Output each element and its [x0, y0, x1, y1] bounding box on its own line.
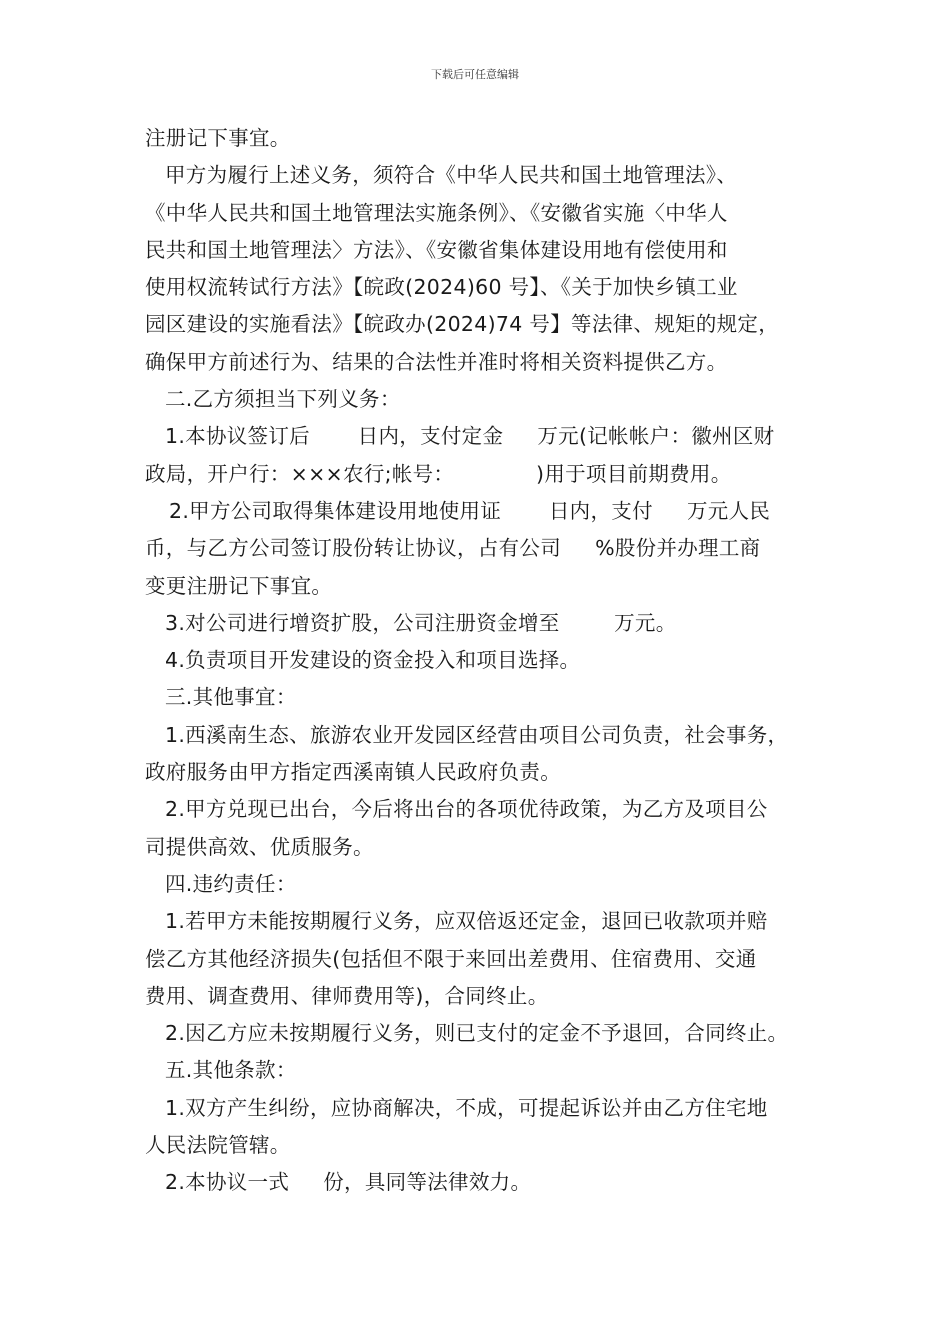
text-line: 偿乙方其他经济损失(包括但不限于来回出差费用、住宿费用、交通 — [145, 946, 757, 971]
text-line: 民共和国土地管理法〉方法》、《安徽省集体建设用地有偿使用和 — [145, 237, 728, 262]
text-line: 1.双方产生纠纷，应协商解决，不成，可提起诉讼并由乙方住宅地 — [165, 1095, 768, 1120]
document-body — [145, 120, 825, 1202]
text-line: 政局，开户行：×××农行;帐号： )用于项目前期费用。 — [145, 461, 732, 486]
text-line: 费用、调查费用、律师费用等)，合同终止。 — [145, 983, 549, 1008]
page-header: 下载后可任意编辑 — [431, 68, 519, 81]
text-line: 使用权流转试行方法》【皖政(2024)60 号】、《关于加快乡镇工业 — [145, 275, 738, 300]
text-line: 1.本协议签订后 日内，支付定金 万元(记帐帐户：徽州区财 — [165, 424, 775, 449]
text-line: 2.甲方公司取得集体建设用地使用证 日内，支付 万元人民 — [169, 498, 771, 523]
text-line: 2.本协议一式 份，具同等法律效力。 — [165, 1170, 532, 1195]
text-line: 2.因乙方应未按期履行义务，则已支付的定金不予退回，合同终止。 — [165, 1021, 789, 1046]
text-line: 四.违约责任： — [165, 871, 297, 896]
text-line: 三.其他事宜： — [165, 685, 297, 710]
text-line: 变更注册记下事宜。 — [145, 573, 333, 598]
text-line: 确保甲方前述行为、结果的合法性并准时将相关资料提供乙方。 — [145, 349, 728, 374]
text-line: 1.若甲方未能按期履行义务，应双倍返还定金，退回已收款项并赔 — [165, 909, 768, 934]
text-line: 币，与乙方公司签订股份转让协议，占有公司 %股份并办理工商 — [145, 536, 761, 561]
text-line: 园区建设的实施看法》【皖政办(2024)74 号】等法律、规矩的规定， — [145, 312, 780, 337]
text-line: 司提供高效、优质服务。 — [145, 834, 374, 859]
text-line: 《中华人民共和国土地管理法实施条例》、《安徽省实施〈中华人 — [145, 200, 728, 225]
text-line: 二.乙方须担当下列义务： — [165, 387, 401, 412]
text-line: 政府服务由甲方指定西溪南镇人民政府负责。 — [145, 760, 561, 785]
text-line: 甲方为履行上述义务，须符合《中华人民共和国土地管理法》、 — [165, 163, 738, 188]
text-line: 人民法院管辖。 — [145, 1133, 291, 1158]
text-line: 五.其他条款： — [165, 1058, 297, 1083]
text-line: 2.甲方兑现已出台，今后将出台的各项优待政策，为乙方及项目公 — [165, 797, 768, 822]
text-line: 4.负责项目开发建设的资金投入和项目选择。 — [165, 648, 581, 673]
text-line: 3.对公司进行增资扩股，公司注册资金增至 万元。 — [165, 610, 677, 635]
text-line: 1.西溪南生态、旅游农业开发园区经营由项目公司负责，社会事务， — [165, 722, 789, 747]
text-line: 注册记下事宜。 — [145, 126, 291, 150]
